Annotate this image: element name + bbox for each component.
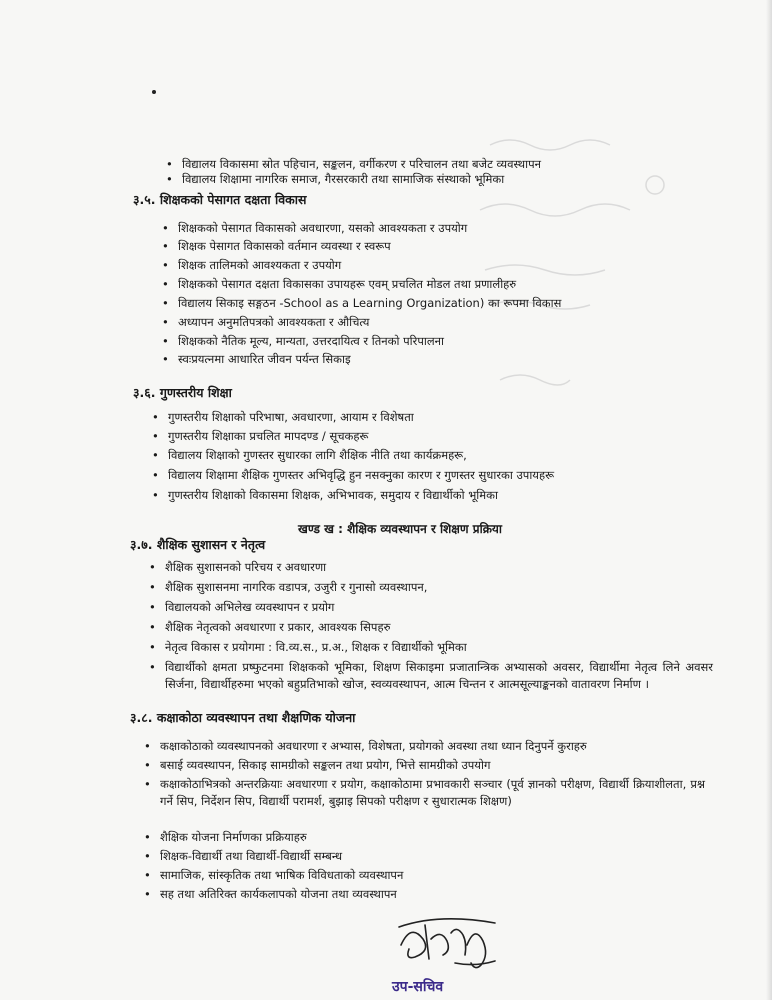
list-item: • शिक्षक तालिमको आवश्यकता र उपयोग xyxy=(162,258,342,272)
list-item: • शिक्षकको पेसागत विकासको अवधारणा, यसको आवश्यकता र उपयोग xyxy=(162,221,468,235)
list-item: • शिक्षकको पेसागत दक्षता विकासका उपायहरू एवम् प्रचलित मोडल तथा प्रणालीहरु xyxy=(162,277,517,291)
list-item: • सामाजिक, सांस्कृतिक तथा भाषिक विविधताको व्यवस्थापन xyxy=(144,868,404,882)
list-item: • शैक्षिक योजना निर्माणका प्रक्रियाहरु xyxy=(144,830,307,844)
list-item: • गुणस्तरीय शिक्षाको परिभाषा, अवधारणा, आयाम र विशेषता xyxy=(152,410,414,424)
list-item: • विद्यालय विकासमा स्रोत पहिचान, सङ्कलन, वर्गीकरण र परिचालन तथा बजेट व्यवस्थापन xyxy=(166,157,542,171)
section-heading: ३.६. गुणस्तरीय शिक्षा xyxy=(133,385,232,400)
list-item: • विद्यार्थीको क्षमता प्रष्फुटनमा शिक्षकको भूमिका, शिक्षण सिकाइमा प्रजातान्त्रिक अभ्यासको अवसर, विद्यार्थीमा नेतृत्व लिने अवसर सिर्जना, विद्यार्थीहरुमा भएको बहुप्रतिभाको खोज, स्वव्यवस्थापन, आत्म चिन्तन र आत्मसूल्याङ्कनको वातावरण निर्माण । xyxy=(149,660,713,691)
list-item: • विद्यालय सिकाइ सङ्गठन -School as a Learning Organization) का रूपमा विकास xyxy=(162,296,562,310)
list-item: • गुणस्तरीय शिक्षाको विकासमा शिक्षक, अभिभावक, समुदाय र विद्यार्थीको भूमिका xyxy=(152,488,498,502)
list-item: • गुणस्तरीय शिक्षाका प्रचलित मापदण्ड / सूचकहरू xyxy=(152,429,369,443)
list-item: • शैक्षिक नेतृत्वको अवधारणा र प्रकार, आवश्यक सिपहरु xyxy=(149,620,391,634)
list-item: • विद्यालय शिक्षामा नागरिक समाज, गैरसरकारी तथा सामाजिक संस्थाको भूमिका xyxy=(166,172,505,186)
list-item: • विद्यालयको अभिलेख व्यवस्थापन र प्रयोग xyxy=(149,600,335,614)
list-item: • बसाई व्यवस्थापन, सिकाइ सामग्रीको सङ्कलन तथा प्रयोग, भित्ते सामग्रीको उपयोग xyxy=(144,758,491,772)
section-heading: ३.७. शैक्षिक सुशासन र नेतृत्व xyxy=(130,537,266,552)
list-item: • नेतृत्व विकास र प्रयोगमा : वि.व्य.स., प्र.अ., शिक्षक र विद्यार्थीको भूमिका xyxy=(149,640,467,654)
section-heading: ३.५. शिक्षकको पेसागत दक्षता विकास xyxy=(133,192,307,207)
list-item: • स्वःप्रयत्नमा आधारित जीवन पर्यन्त सिकाइ xyxy=(162,352,351,366)
office-title: उप-सचिव xyxy=(392,979,444,995)
list-item: • शिक्षक-विद्यार्थी तथा विद्यार्थी-विद्यार्थी सम्बन्ध xyxy=(144,849,343,863)
section-heading: ३.८. कक्षाकोठा व्यवस्थापन तथा शैक्षणिक योजना xyxy=(130,710,356,725)
list-item: • कक्षाकोठाको व्यवस्थापनको अवधारणा र अभ्यास, विशेषता, प्रयोगको अवस्था तथा ध्यान दिनुपर्ने कुराहरु xyxy=(144,739,587,753)
list-item: • शैक्षिक सुशासनको परिचय र अवधारणा xyxy=(149,560,327,574)
list-item: • कक्षाकोठाभित्रको अन्तरक्रियाः अवधारणा र प्रयोग, कक्षाकोठामा प्रभावकारी सञ्चार (पूर्व ज्ञानको परीक्षण, विद्यार्थी क्रियाशीलता, प्रश्न गर्ने सिप, निर्देशन सिप, विद्यार्थी परामर्श, बुझाइ सिपको परीक्षण र सुधारात्मक शिक्षण) xyxy=(144,777,705,808)
part-heading: खण्ड ख : शैक्षिक व्यवस्थापन र शिक्षण प्रक्रिया xyxy=(298,522,502,536)
stray-dot xyxy=(152,90,156,94)
list-item: • विद्यालय शिक्षाको गुणस्तर सुधारका लागि शैक्षिक नीति तथा कार्यक्रमहरू, xyxy=(152,448,467,462)
page-edge-shadow xyxy=(766,0,772,1000)
list-item: • अध्यापन अनुमतिपत्रको आवश्यकता र औचित्य xyxy=(162,315,370,329)
list-item: • शिक्षकको नैतिक मूल्य, मान्यता, उत्तरदायित्व र तिनको परिपालना xyxy=(162,334,445,348)
list-item: • शैक्षिक सुशासनमा नागरिक वडापत्र, उजुरी र गुनासो व्यवस्थापन, xyxy=(149,580,428,594)
list-item: • सह तथा अतिरिक्त कार्यकलापको योजना तथा व्यवस्थापन xyxy=(144,887,397,901)
list-item: • शिक्षक पेसागत विकासको वर्तमान व्यवस्था र स्वरूप xyxy=(162,239,391,253)
list-item: • विद्यालय शिक्षामा शैक्षिक गुणस्तर अभिवृद्धि हुन नसक्नुका कारण र गुणस्तर सुधारका उपायहरू xyxy=(152,468,555,482)
signature xyxy=(395,915,505,973)
